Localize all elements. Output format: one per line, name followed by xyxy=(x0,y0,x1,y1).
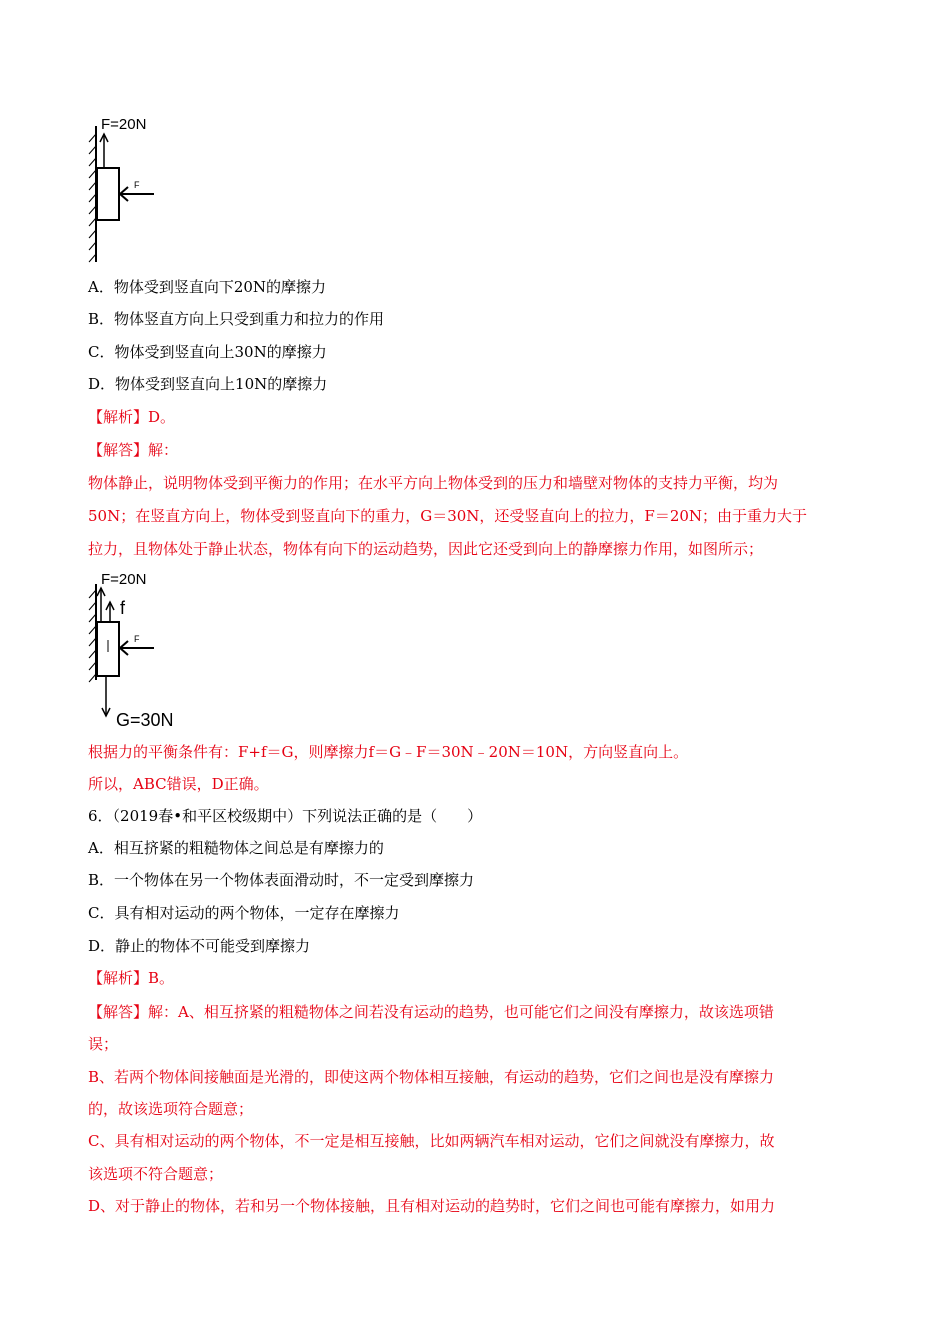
q6-answer-line-1 xyxy=(88,1002,774,1022)
q5-option-c: C．物体受到竖直向上30N的摩擦力 xyxy=(88,343,327,361)
q6-answer-line-3: B、若两个物体间接触面是光滑的，即使这两个物体相互接触，有运动的趋势，它们之间也是没有摩擦力 xyxy=(88,1068,775,1086)
q6-answer-line-5: C、具有相对运动的两个物体，不一定是相互接触，比如两辆汽车相对运动，它们之间就没有摩擦力，故 xyxy=(88,1132,775,1150)
figure2-force-label: F=20N xyxy=(101,571,147,588)
q6-stem: 6．（2019春•和平区校级期中）下列说法正确的是（ ） xyxy=(88,807,483,825)
figure2-friction-label: f xyxy=(120,598,126,618)
q6-answer-head: 【解答】 xyxy=(88,1003,149,1021)
q5-answer-line-1: 物体静止，说明物体受到平衡力的作用；在水平方向上物体受到的压力和墙壁对物体的支持力平衡，均为 xyxy=(88,474,779,492)
q6-option-d: D．静止的物体不可能受到摩擦力 xyxy=(88,937,311,955)
figure2-gravity-label: G=30N xyxy=(116,710,174,730)
q6-answer-line-7: D、对于静止的物体，若和另一个物体接触，且有相对运动的趋势时，它们之间也可能有摩擦力，如用力 xyxy=(88,1197,776,1215)
q5-answer-head: 【解答】解： xyxy=(88,441,179,459)
q6-answer-text-1: 解：A、相互挤紧的粗糙物体之间若没有运动的趋势，也可能它们之间没有摩擦力，故该选项错 xyxy=(148,1003,774,1021)
q5-analysis: 【解析】D。 xyxy=(88,408,176,426)
force-diagram-2 xyxy=(84,568,194,730)
force-diagram-1 xyxy=(84,112,174,264)
q6-option-c: C．具有相对运动的两个物体，一定存在摩擦力 xyxy=(88,904,400,922)
q5-option-d: D．物体受到竖直向上10N的摩擦力 xyxy=(88,375,328,393)
figure2-push-label: F xyxy=(134,634,140,644)
q6-analysis: 【解析】B。 xyxy=(88,969,175,987)
figure1-push-label: F xyxy=(134,180,140,190)
q6-answer-line-4: 的，故该选项符合题意； xyxy=(88,1100,254,1118)
q6-answer-line-6: 该选项不符合题意； xyxy=(88,1165,224,1183)
q6-option-a: A．相互挤紧的粗糙物体之间总是有摩擦力的 xyxy=(88,839,384,857)
q6-option-b: B．一个物体在另一个物体表面滑动时，不一定受到摩擦力 xyxy=(88,871,475,889)
q5-option-b: B．物体竖直方向上只受到重力和拉力的作用 xyxy=(88,310,385,328)
q5-conclusion-2: 所以，ABC错误，D正确。 xyxy=(88,775,269,793)
q5-answer-line-2: 50N；在竖直方向上，物体受到竖直向下的重力，G＝30N，还受竖直向上的拉力，F＝20N；由于重力大于 xyxy=(88,507,808,525)
q5-answer-line-3: 拉力，且物体处于静止状态，物体有向下的运动趋势，因此它还受到向上的静摩擦力作用，如图所示； xyxy=(88,540,764,558)
figure1-force-label: F=20N xyxy=(101,116,147,133)
q5-option-a: A．物体受到竖直向下20N的摩擦力 xyxy=(88,278,327,296)
q5-conclusion-1: 根据力的平衡条件有：F+f＝G，则摩擦力f＝G﹣F＝30N﹣20N＝10N，方向竖直向上。 xyxy=(88,743,689,761)
q6-answer-line-2: 误； xyxy=(88,1035,119,1053)
